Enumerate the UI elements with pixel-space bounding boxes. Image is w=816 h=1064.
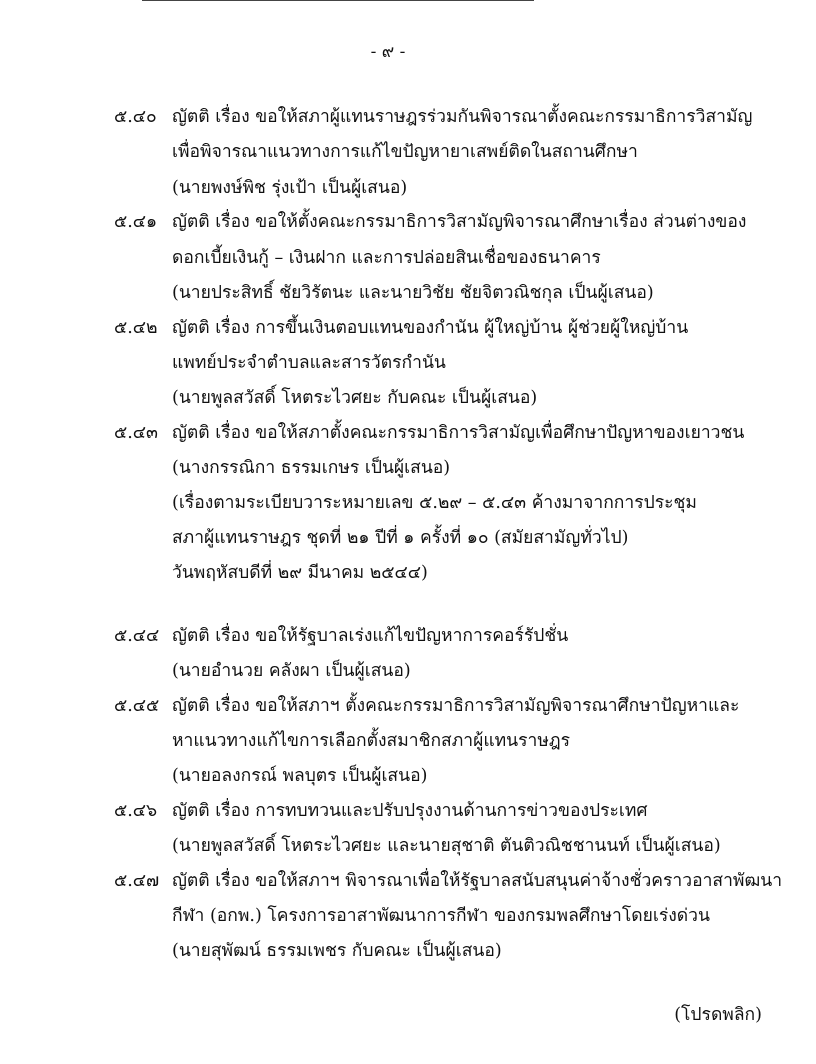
item-title-line: ญัตติ เรื่อง การขึ้นเงินตอบแทนของกำนัน ผู้ใหญ่บ้าน ผู้ช่วยผู้ใหญ่บ้าน [172,318,689,338]
item-number: ๕.๔๒ [114,318,158,338]
item-proposer: (นายพงษ์พิช รุ่งเป้า เป็นผู้เสนอ) [172,178,408,198]
item-title-line: ญัตติ เรื่อง ขอให้ตั้งคณะกรรมาธิการวิสามัญพิจารณาศึกษาเรื่อง ส่วนต่างของ [172,212,747,232]
item-proposer: (นายอลงกรณ์ พลบุตร เป็นผู้เสนอ) [172,766,428,786]
item-proposer: (นางกรรณิกา ธรรมเกษร เป็นผู้เสนอ) [172,458,451,478]
item-number: ๕.๔๑ [114,212,158,232]
item-title-line: ญัตติ เรื่อง ขอให้สภาฯ ตั้งคณะกรรมาธิการวิสามัญพิจารณาศึกษาปัญหาและ [172,696,740,716]
page-number: - ๙ - [370,42,406,62]
item-number: ๕.๔๐ [114,107,157,127]
carryover-note-line: วันพฤหัสบดีที่ ๒๙ มีนาคม ๒๕๔๔) [172,563,428,583]
item-title-line: ญัตติ เรื่อง ขอให้รัฐบาลเร่งแก้ไขปัญหาการคอร์รัปชั่น [172,626,569,646]
carryover-note-line: (เรื่องตามระเบียบวาระหมายเลข ๕.๒๙ – ๕.๔๓ ค้างมาจากการประชุม [172,493,697,513]
item-title-line: ญัตติ เรื่อง ขอให้สภาตั้งคณะกรรมาธิการวิสามัญเพื่อศึกษาปัญหาของเยาวชน [172,423,745,443]
please-turn-over-note: (โปรดพลิก) [674,1005,762,1025]
item-proposer: (นายสุพัฒน์ ธรรมเพชร กับคณะ เป็นผู้เสนอ) [172,941,502,961]
item-proposer: (นายพูลสวัสดิ์ โหตระไวศยะ และนายสุชาติ ตันติวณิชชานนท์ เป็นผู้เสนอ) [172,836,721,856]
carryover-note-line: สภาผู้แทนราษฎร ชุดที่ ๒๑ ปีที่ ๑ ครั้งที่ ๑๐ (สมัยสามัญทั่วไป) [172,528,629,548]
item-title-line: หาแนวทางแก้ไขการเลือกตั้งสมาชิกสภาผู้แทนราษฎร [172,731,571,751]
item-title-line: เพื่อพิจารณาแนวทางการแก้ไขปัญหายาเสพย์ติดในสถานศึกษา [172,142,638,162]
item-number: ๕.๔๔ [114,626,160,646]
item-number: ๕.๔๕ [114,696,160,716]
item-proposer: (นายพูลสวัสดิ์ โหตระไวศยะ กับคณะ เป็นผู้เสนอ) [172,388,538,408]
item-number: ๕.๔๓ [114,423,159,443]
item-title-line: กีฬา (อกพ.) โครงการอาสาพัฒนาการกีฬา ของกรมพลศึกษาโดยเร่งด่วน [172,906,710,926]
item-number: ๕.๔๖ [114,801,158,821]
item-title-line: แพทย์ประจำตำบลและสารวัตรกำนัน [172,353,446,373]
item-number: ๕.๔๗ [114,871,160,891]
item-proposer: (นายอำนวย คลังผา เป็นผู้เสนอ) [172,661,411,681]
top-rule [142,0,534,1]
item-proposer: (นายประสิทธิ์ ชัยวิรัตนะ และนายวิชัย ชัยจิตวณิชกุล เป็นผู้เสนอ) [172,283,654,303]
item-title-line: ญัตติ เรื่อง การทบทวนและปรับปรุงงานด้านการข่าวของประเทศ [172,801,648,821]
item-title-line: ญัตติ เรื่อง ขอให้สภาฯ พิจารณาเพื่อให้รัฐบาลสนับสนุนค่าจ้างชั่วคราวอาสาพัฒนา [172,871,783,891]
item-title-line: ดอกเบี้ยเงินกู้ – เงินฝาก และการปล่อยสินเชื่อของธนาคาร [172,248,601,268]
item-title-line: ญัตติ เรื่อง ขอให้สภาผู้แทนราษฎรร่วมกันพิจารณาตั้งคณะกรรมาธิการวิสามัญ [172,107,753,127]
